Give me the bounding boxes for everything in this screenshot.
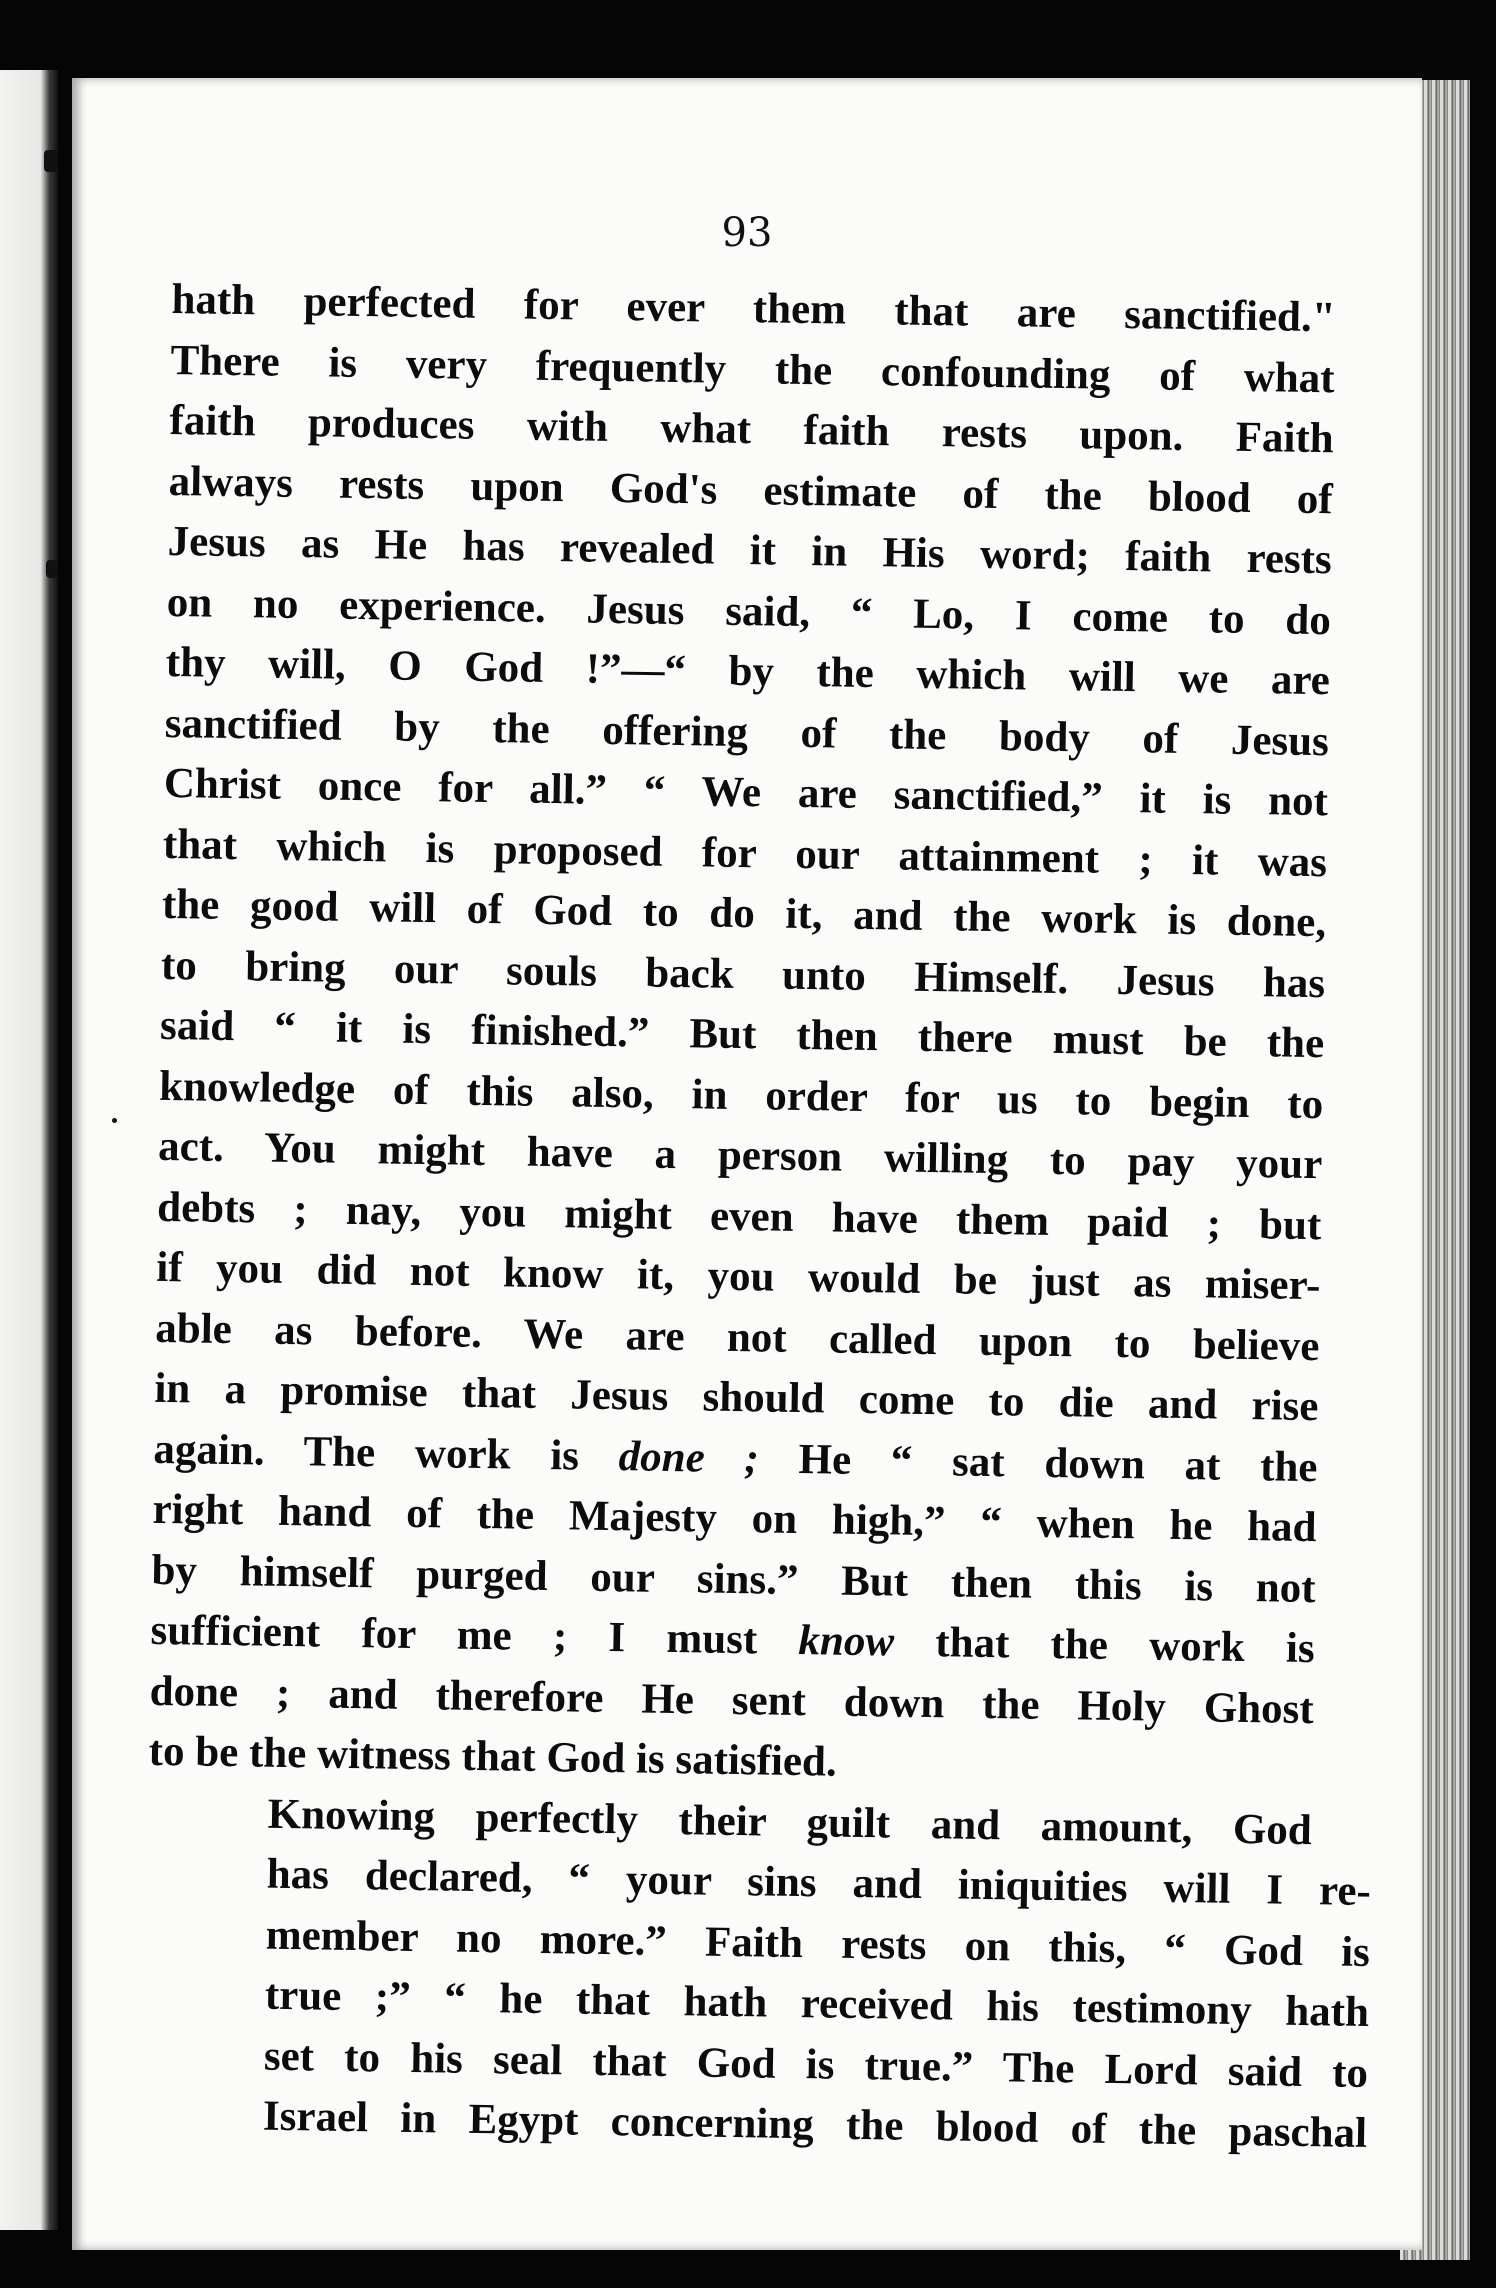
facing-page-edge (0, 70, 58, 2230)
text-line: Knowing perfectly their guilt and amount, God (267, 1790, 1313, 1854)
text-fragment: again. The work is (153, 1425, 620, 1480)
italic-emphasis: done ; (618, 1432, 760, 1482)
text-line: Israel in Egypt concerning the blood of the paschal (262, 2092, 1368, 2157)
text-line: debts ; nay, you might even have them paid ; but (156, 1183, 1322, 1249)
paragraph-2 (143, 1782, 1372, 2163)
text-line: in a promise that Jesus should come to die and rise (154, 1364, 1319, 1431)
text-line: hath perfected for ever them that are sanctified." (171, 275, 1336, 342)
text-line: Jesus as He has revealed it in His word; faith rests (167, 517, 1333, 584)
binding-mark (46, 560, 58, 578)
text-line: true ;” “ he that hath received his testimony hath (264, 1971, 1370, 2037)
text-line: by himself purged our sins.” But then this is not (151, 1546, 1316, 1612)
text-line: done ; and therefore He sent down the Holy Ghost (149, 1667, 1315, 1733)
page-number: 93 (721, 210, 773, 256)
body-text (143, 270, 1372, 2164)
text-line: has declared, “ your sins and iniquities will I re- (266, 1850, 1372, 1916)
scan-speck (112, 1118, 117, 1123)
text-line: said “ it is finished.” But then there must be the (159, 1001, 1325, 1068)
text-line: set to his seal that God is true.” The Lord said to (263, 2032, 1369, 2097)
text-line: faith produces with what faith rests upon. Faith (169, 396, 1335, 463)
text-line: on no experience. Jesus said, “ Lo, I come to do (166, 578, 1332, 644)
text-line: that which is proposed for our attainment ; it was (162, 820, 1328, 886)
text-line: always rests upon God's estimate of the blood of (168, 457, 1334, 523)
text-line: act. You might have a person willing to pay your (157, 1122, 1323, 1189)
paragraph-1 (148, 270, 1337, 1801)
text-line: Christ once for all.” “ We are sanctified,” it is not (163, 759, 1329, 826)
text-line: to bring our souls back unto Himself. Jesus has (160, 941, 1326, 1007)
text-fragment: sufficient for me ; I must (150, 1606, 799, 1665)
text-line: if you did not know it, you would be just as miser- (155, 1243, 1321, 1310)
text-line: sanctified by the offering of the body of Jesus (164, 699, 1330, 765)
text-fragment: He “ sat down at the (758, 1434, 1318, 1491)
text-line: the good will of God to do it, and the work is done, (161, 880, 1327, 947)
text-line: to be the witness that God is satisfied. (148, 1727, 838, 1786)
text-line: thy will, O God !”—“ by the which will we are (165, 638, 1331, 705)
italic-emphasis: know (798, 1617, 895, 1666)
text-line: able as before. We are not called upon to believe (155, 1304, 1320, 1370)
text-line: right hand of the Majesty on high,” “ when he had (152, 1485, 1317, 1552)
book-page (72, 78, 1422, 2250)
text-fragment: that the work is (893, 1618, 1316, 1673)
text-line: knowledge of this also, in order for us to begin to (158, 1062, 1324, 1128)
text-line: member no more.” Faith rests on this, “ God is (265, 1911, 1371, 1976)
text-line: There is very frequently the confounding of what (170, 336, 1335, 402)
binding-mark (44, 150, 58, 172)
